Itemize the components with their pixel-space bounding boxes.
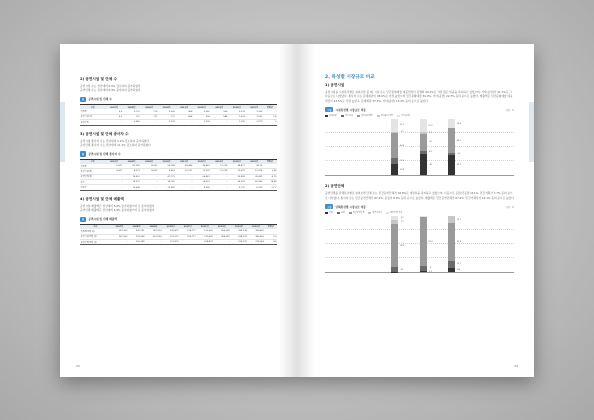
- table-cell: -: [175, 185, 193, 190]
- table-cell: 5.0: [264, 234, 277, 239]
- table-cell: 40,76: [245, 164, 263, 169]
- text-line: 공연단체 매출액은 전년대비 4.9% 증가하였으며 또 증가하였다: [80, 208, 155, 213]
- section-heading: 3) 공연시설 및 단체 종사자 수: [80, 131, 129, 136]
- paragraph: 공연단체를 단체특성별로 살펴보면 단체 수는 민간공연단체가 76.8%로 대부분을 차지하고 있었으며, 다음으로 공립(국공립) 8.1%, 민간기획사 7.7% 등의 순으로 나타났다. 종사자 수는 민간공연단체가 87.4%, 공립이 8.0% 등의 순으로 높았다. 매출액은 민간공연단체가 67.4%, 민간기획사가 12.1% 등의 순으로 높았다: [325, 191, 514, 200]
- table-cell: -: [105, 174, 123, 179]
- paragraph: 공연시설을 시설특성별로 살펴보면 볼 때, 시설 수는 민간문화예술 대공연장이 전체의 43.4%로 가장 많은 비중을 차지하고 있었으며, 기타(공연)가 21.7%로 그 다음으로 나타났다. 종사자 수는 문예회관이 38.0%로 가장 높았으며 민간문화예술 30.0%, 기타(공연) 22.7% 등의 순으로 높았다. 매출액은 민간문화예술 대공연장이 43.5%로 가장 높았고, 문예회관 37.3%, 기타(공연) 15.4% 등의 순으로 높았다: [325, 90, 513, 103]
- column-header: 2013년: [210, 159, 228, 164]
- table-cell: 270,600: [196, 234, 213, 239]
- section-text: [80, 84, 277, 93]
- column-header: 구분: [80, 159, 105, 164]
- data-label: 8.4: [457, 269, 461, 272]
- bar-segment: [448, 216, 455, 223]
- column-header: 연평균: [263, 105, 277, 110]
- table-cell: 4.0: [105, 109, 123, 114]
- table-cell: 전체계: [80, 109, 105, 114]
- bar-segment: [420, 271, 427, 273]
- legend-item: 대학로 소극장: [377, 114, 393, 117]
- column-header: 2007년: [105, 105, 123, 110]
- column-header: 2015년: [245, 105, 263, 110]
- table-cell: 276,059: [247, 239, 264, 244]
- legend-swatch: [325, 212, 328, 214]
- right-page: [297, 44, 534, 377]
- table-cell: 2,278: [158, 120, 176, 125]
- column-header: 2014년: [228, 105, 246, 110]
- column-header: 2012년: [196, 224, 213, 229]
- table-cell: 205,398: [128, 239, 145, 244]
- table-cell: 367,914: [145, 229, 162, 234]
- table-cell: -: [179, 239, 196, 244]
- table-cell: 906: [210, 109, 228, 114]
- column-header: 2011년: [175, 105, 193, 110]
- unit-label: 단위 : %: [505, 108, 514, 112]
- bar-segment: [420, 119, 427, 132]
- table-cell: 775: [140, 109, 158, 114]
- spine-shadow: [279, 44, 297, 377]
- table-cell: -: [105, 180, 123, 185]
- table-cell: -: [210, 120, 228, 125]
- column-header: 연평균: [263, 159, 277, 164]
- data-label: 7.7: [400, 221, 404, 224]
- data-label: 43.5: [456, 139, 461, 142]
- table-cell: 16,408: [123, 185, 141, 190]
- column-header: 2015년: [245, 159, 263, 164]
- table-cell: 214,777: [179, 234, 196, 239]
- bar-segment: [448, 128, 455, 152]
- table-cell: 40,481: [193, 164, 211, 169]
- data-label: 67.4: [456, 241, 461, 244]
- table-cell: 2,660: [123, 120, 141, 125]
- caption-badge: 표: [82, 152, 85, 156]
- column-header: 2007년: [111, 224, 128, 229]
- data-label: 8: [429, 267, 432, 270]
- table-cell: 3,109: [245, 109, 263, 114]
- legend-swatch: [386, 212, 389, 214]
- text-line: 공연단체 수는 전년대비 0.4% 증가하여 증가하였다: [80, 88, 141, 93]
- caption-badge: 그림: [327, 205, 332, 209]
- table-cell: -: [175, 120, 193, 125]
- table-caption: [80, 151, 277, 156]
- page-title: 2. 특성별 시장규모 비교: [325, 75, 375, 80]
- table-cell: 전체계: [80, 164, 105, 169]
- legend-swatch: [341, 115, 344, 117]
- table-cell: 8,373: [123, 169, 141, 174]
- data-label: 87.4: [428, 240, 433, 243]
- page-number: 22: [76, 364, 80, 368]
- column-header: 구분: [80, 224, 111, 229]
- table-cell: -: [140, 180, 158, 185]
- table-cell: 2,199: [193, 120, 211, 125]
- legend-item: 기타 공공: [341, 114, 353, 117]
- page-number: 23: [514, 364, 518, 368]
- caption-badge: 표: [82, 98, 85, 102]
- column-header: 2008년: [128, 224, 145, 229]
- chapter-tab: [60, 102, 65, 162]
- column-header: 2009년: [140, 105, 158, 110]
- legend-item: 민간공연단체: [349, 211, 365, 214]
- caption-badge: 표: [82, 218, 85, 222]
- table-cell: -: [105, 185, 123, 190]
- column-header: 연평균: [264, 224, 277, 229]
- table-cell: 722: [123, 114, 141, 119]
- table-cell: 3,378: [228, 109, 246, 114]
- legend-swatch: [325, 115, 328, 117]
- data-table: [80, 224, 277, 246]
- table-cell: 공연시설(개): [80, 114, 105, 119]
- table-cell: 6,203: [245, 185, 263, 190]
- bar-segment: [391, 224, 398, 267]
- table-cell: 221,875: [162, 239, 179, 244]
- data-label: 6.2: [429, 151, 432, 154]
- table-cell: -: [263, 109, 277, 114]
- chart-legend: [325, 211, 514, 214]
- table-cell: -: [140, 185, 158, 190]
- data-label: 3.1: [429, 270, 432, 273]
- table-cell: 36,291: [228, 180, 246, 185]
- table-cell: 9,427: [105, 164, 123, 169]
- table-cell: 4.0: [105, 114, 123, 119]
- column-header: 2014년: [230, 224, 247, 229]
- legend-item: 문예회관: [325, 114, 337, 117]
- data-label: 11.2: [400, 159, 405, 162]
- table-cell: -0.79: [263, 174, 277, 179]
- column-header: 2008년: [123, 105, 141, 110]
- caption-badge: 그림: [327, 108, 332, 112]
- bar-segment: [420, 217, 427, 266]
- data-label: 3.1: [429, 132, 432, 134]
- table-cell: 0: [263, 120, 277, 125]
- table-cell: 398,378: [230, 234, 247, 239]
- data-table: [80, 104, 277, 126]
- table-cell: 71,278: [210, 164, 228, 169]
- table-cell: 30,425: [245, 174, 263, 179]
- right-content: [325, 74, 514, 273]
- column-header: 2010년: [158, 159, 176, 164]
- left-content: [80, 74, 277, 245]
- table-cell: 868: [175, 109, 193, 114]
- table-cell: 83,486: [175, 164, 193, 169]
- table-cell: 398,378: [230, 229, 247, 234]
- data-label: 3.3: [400, 131, 404, 134]
- column-header: 2011년: [175, 159, 193, 164]
- table-cell: 56,786: [158, 164, 176, 169]
- table-cell: 18,372: [123, 180, 141, 185]
- table-cell: 775: [158, 114, 176, 119]
- section-text: [80, 139, 277, 148]
- caption-text: 시설특성별 시장규모 비중: [335, 107, 366, 112]
- table-cell: 42,360: [245, 180, 263, 185]
- table-cell: -: [263, 164, 277, 169]
- table-cell: -: [210, 185, 228, 190]
- table-cell: 4.9: [264, 239, 277, 244]
- table-cell: 868: [175, 114, 193, 119]
- table-cell: 공연시설(백만 원): [80, 234, 111, 239]
- table-cell: 214,777: [179, 229, 196, 234]
- table-cell: 380,481: [247, 234, 264, 239]
- table-cell: 380,481: [247, 229, 264, 234]
- table-cell: -17.7: [263, 185, 277, 190]
- table-cell: 11,278: [210, 169, 228, 174]
- table-cell: -: [175, 180, 193, 185]
- table-cell: 342,291: [128, 229, 145, 234]
- table-cell: -: [175, 174, 193, 179]
- text-line: 공연시설 매출액은 전년대비 5.0% 증가하였으며 또 증가하였다: [80, 203, 155, 208]
- stacked-bar: [420, 119, 427, 175]
- legend-swatch: [357, 115, 360, 117]
- table-cell: 1,024: [228, 114, 246, 119]
- legend-item: 예술단체 기타: [386, 211, 402, 214]
- table-cell: 8,262: [140, 164, 158, 169]
- table-cell: -: [264, 229, 277, 234]
- bar-segment: [448, 261, 455, 268]
- column-header: 2009년: [140, 159, 158, 164]
- table-cell: 235,904: [128, 234, 145, 239]
- table-cell: 906: [193, 114, 211, 119]
- table-cell: 47,775: [158, 174, 176, 179]
- spine-shadow: [297, 44, 315, 377]
- table-cell: 11,225: [193, 169, 211, 174]
- stacked-bar: [448, 119, 455, 175]
- table-cell: 비상근: [80, 185, 105, 190]
- table-cell: 18,742: [158, 180, 176, 185]
- data-label: 8.1: [400, 268, 404, 271]
- table-cell: 전체계(백만 원): [80, 229, 111, 234]
- table-cell: 공연단체(백만 원): [80, 239, 111, 244]
- table-cell: 18,022: [193, 180, 211, 185]
- data-label: 20.4: [400, 168, 405, 171]
- table-caption: [80, 97, 277, 102]
- table-row: [80, 185, 277, 190]
- table-cell: -: [213, 239, 230, 244]
- bar-segment: [391, 133, 398, 157]
- legend-item: 기타(공연): [397, 114, 410, 117]
- table-cell: 35,899: [228, 174, 246, 179]
- table-cell: 287,303: [111, 234, 128, 239]
- bar-segment: [391, 164, 398, 175]
- table-cell: 78,910: [123, 174, 141, 179]
- text-line: 공연시설 종사자 수는 전년대비 1.2% 감소하여 증가하였다: [80, 138, 150, 143]
- table-cell: 2,275: [245, 120, 263, 125]
- bar-segment: [448, 268, 455, 273]
- table-cell: 12,274: [245, 169, 263, 174]
- table-cell: 66,867: [193, 174, 211, 179]
- data-table: [80, 159, 277, 191]
- legend-swatch: [397, 115, 400, 117]
- legend-item: 공립: [337, 211, 345, 214]
- sub-heading: 1) 공연시설: [325, 83, 345, 87]
- stacked-bar: [391, 119, 398, 175]
- table-row: [80, 120, 277, 125]
- table-cell: 8,262: [140, 169, 158, 174]
- table-cell: 14.38: [263, 180, 277, 185]
- text-line: 공연시설 수는 전년대비 0.0% 감소하여 증가하였다: [80, 84, 141, 88]
- stacked-bar-chart: [325, 119, 514, 176]
- table-cell: -: [140, 120, 158, 125]
- legend-swatch: [349, 212, 352, 214]
- column-header: 2008년: [123, 159, 141, 164]
- column-header: 2009년: [145, 224, 162, 229]
- table-cell: 456,285: [213, 234, 230, 239]
- table-cell: 48,877: [228, 164, 246, 169]
- column-header: 2010년: [158, 105, 176, 110]
- column-header: 2015년: [247, 224, 264, 229]
- text-line: 공연단체 종사자 수는 전년대비 11.1% 감소하여 증가하였다: [80, 142, 151, 147]
- data-label: 38: [429, 163, 432, 166]
- column-header: 2014년: [228, 159, 246, 164]
- chart-legend: [325, 114, 514, 117]
- table-cell: 3,026: [158, 109, 176, 114]
- data-label: 76.8: [400, 244, 405, 247]
- table-cell: 297,217: [162, 234, 179, 239]
- table-row: [80, 239, 277, 244]
- table-cell: 1.8: [263, 114, 277, 119]
- table-cell: -: [140, 174, 158, 179]
- table-cell: 공연시설(명): [80, 169, 105, 174]
- bar-segment: [420, 134, 427, 151]
- stacked-bar: [448, 216, 455, 272]
- bar-segment: [448, 223, 455, 261]
- section-heading: 2) 공연시설 및 단체 수: [80, 77, 117, 81]
- sub-heading: 2) 공연단체: [325, 184, 345, 189]
- table-cell: 87,283: [123, 164, 141, 169]
- table-cell: 8,590: [193, 185, 211, 190]
- table-cell: 8,425: [158, 169, 176, 174]
- bar-segment: [448, 155, 455, 176]
- data-label: 12.1: [456, 218, 461, 221]
- column-header: 2007년: [105, 159, 123, 164]
- column-header: 2012년: [193, 159, 211, 164]
- data-label: 6.7: [400, 217, 404, 220]
- table-cell: 9,427: [105, 169, 123, 174]
- table-cell: 295,125: [230, 239, 247, 244]
- table-cell: 456,285: [213, 229, 230, 234]
- table-cell: 367,914: [145, 234, 162, 239]
- caption-text: 단체특성별 시장규모 비중: [335, 204, 366, 209]
- table-cell: 341,872: [162, 229, 179, 234]
- table-cell: 984: [210, 114, 228, 119]
- column-header: 2013년: [210, 105, 228, 110]
- table-cell: 10,237: [175, 169, 193, 174]
- caption-text: 공연시설 및 단체 매출액: [88, 217, 118, 222]
- table-cell: 상근: [80, 180, 105, 185]
- table-cell: -: [105, 120, 123, 125]
- table-cell: 270,600: [196, 229, 213, 234]
- data-label: 30: [429, 141, 432, 144]
- column-header: 구분: [80, 105, 105, 110]
- data-label: 3.3: [457, 152, 461, 155]
- table-cell: 772: [140, 114, 158, 119]
- table-cell: 287,303: [111, 229, 128, 234]
- bar-segment: [391, 119, 398, 131]
- table-cell: 2.96: [263, 169, 277, 174]
- data-label: 12.1: [456, 263, 461, 266]
- legend-item: 국립: [325, 211, 333, 214]
- table-cell: 228,874: [196, 239, 213, 244]
- table-cell: 5,770: [228, 185, 246, 190]
- column-header: 2012년: [193, 105, 211, 110]
- column-header: 2013년: [213, 224, 230, 229]
- stacked-bar: [420, 216, 427, 272]
- data-label: 43.4: [400, 144, 405, 147]
- chapter-tab: [529, 102, 534, 162]
- caption-text: 공연시설 및 단체 종사자 수: [88, 151, 121, 156]
- data-label: 15.4: [456, 122, 461, 125]
- legend-swatch: [368, 212, 371, 214]
- unit-label: 단위 : %: [505, 205, 514, 209]
- section-heading: 4) 공연시설 및 단체 매출액: [80, 196, 124, 201]
- table-cell: -: [145, 239, 162, 244]
- table-cell: -: [210, 180, 228, 185]
- table-caption: [80, 217, 277, 222]
- table-cell: 공연단체(명): [80, 174, 105, 179]
- data-label: 21.7: [400, 124, 405, 127]
- stacked-bar-chart: [325, 216, 514, 273]
- left-page: [60, 44, 297, 377]
- column-header: 2011년: [179, 224, 196, 229]
- table-cell: 3,262: [193, 109, 211, 114]
- table-cell: 1,025: [245, 114, 263, 119]
- bar-segment: [420, 154, 427, 175]
- legend-item: 민간기획사: [368, 211, 382, 214]
- legend-swatch: [377, 115, 380, 117]
- stacked-bar: [391, 216, 398, 272]
- chart-caption: [325, 204, 514, 209]
- table-cell: -: [210, 174, 228, 179]
- chart-caption: [325, 107, 514, 112]
- bar-segment: [448, 119, 455, 128]
- legend-item: 민간문화예술: [357, 114, 373, 117]
- legend-swatch: [337, 212, 340, 214]
- table-cell: -: [111, 239, 128, 244]
- table-cell: 12,637: [228, 169, 246, 174]
- data-label: 22.7: [428, 124, 433, 127]
- section-text: [80, 204, 277, 213]
- table-cell: 13,380: [158, 185, 176, 190]
- data-label: 37.3: [456, 163, 461, 166]
- column-header: 2010년: [162, 224, 179, 229]
- table-cell: 3,770: [123, 109, 141, 114]
- table-cell: 2,295: [228, 120, 246, 125]
- table-cell: 공연단체: [80, 120, 105, 125]
- caption-text: 공연시설 및 단체 수: [88, 97, 112, 102]
